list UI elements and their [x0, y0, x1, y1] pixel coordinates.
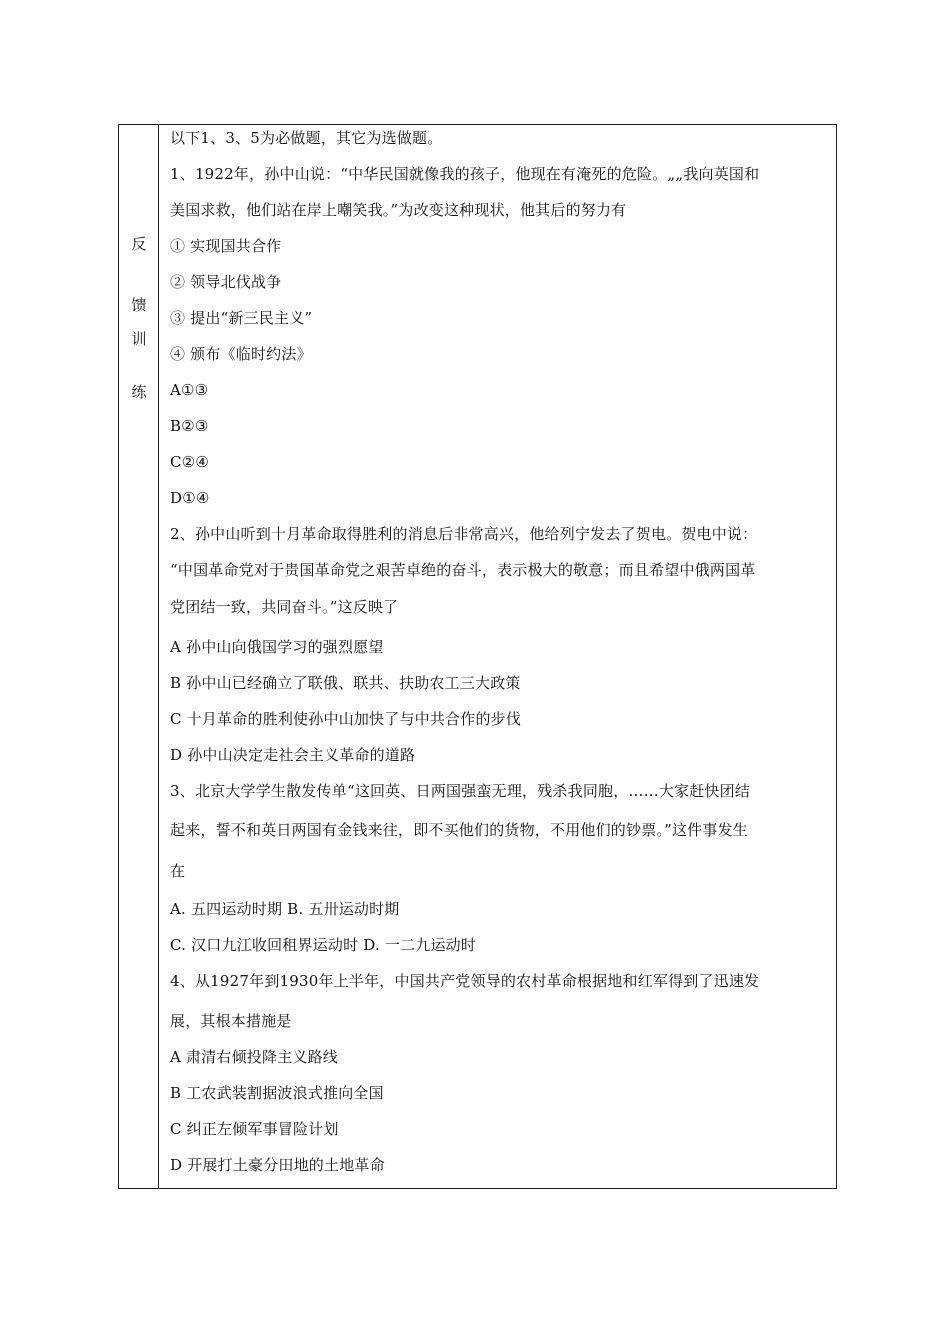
side-label-char: 反: [131, 235, 147, 253]
side-label-cell: [119, 125, 159, 1188]
feedback-training-table: [118, 124, 837, 1189]
question-2-option: B 孙中山已经确立了联俄、联共、扶助农工三大政策: [170, 674, 521, 692]
question-1-item: ① 实现国共合作: [170, 237, 282, 255]
question-3-stem: 起来，誓不和英日两国有金钱来往，即不买他们的货物，不用他们的钞票。”这件事发生: [170, 821, 748, 839]
question-3-stem: 在: [170, 862, 186, 880]
instruction-text: 以下1、3、5为必做题，其它为选做题。: [170, 129, 443, 147]
question-4-option: A 肃清右倾投降主义路线: [170, 1048, 339, 1066]
questions-cell: [160, 125, 836, 1188]
question-3-option: A. 五四运动时期 B. 五卅运动时期: [170, 900, 400, 918]
question-1-option: B②③: [170, 417, 209, 435]
question-2-stem: 党团结一致，共同奋斗。”这反映了: [170, 598, 399, 616]
question-2-stem: 2、孙中山听到十月革命取得胜利的消息后非常高兴，他给列宁发去了贺电。贺电中说：: [170, 525, 758, 543]
question-2-option: D 孙中山决定走社会主义革命的道路: [170, 746, 416, 764]
question-1-item: ③ 提出“新三民主义”: [170, 309, 313, 327]
question-2-option: C 十月革命的胜利使孙中山加快了与中共合作的步伐: [170, 710, 522, 728]
side-label-char: 训: [131, 330, 147, 348]
question-1-option: C②④: [170, 453, 209, 471]
question-4-option: D 开展打土豪分田地的土地革命: [170, 1156, 385, 1174]
question-1-item: ② 领导北伐战争: [170, 273, 282, 291]
question-1-stem: 1、1922年，孙中山说：“中华民国就像我的孩子，他现在有淹死的危险。„„我向英国和: [170, 165, 760, 183]
question-1-stem: 美国求救，他们站在岸上嘲笑我。”为改变这种现状，他其后的努力有: [170, 201, 627, 219]
question-1-item: ④ 颁布《临时约法》: [170, 345, 312, 363]
question-1-option: D①④: [170, 489, 210, 507]
question-3-stem: 3、北京大学学生散发传单“这回英、日两国强蛮无理，残杀我同胞，……大家赶快团结: [170, 782, 751, 800]
question-2-stem: “中国革命党对于贵国革命党之艰苦卓绝的奋斗，表示极大的敬意；而且希望中俄两国革: [170, 561, 756, 579]
question-4-stem: 4、从1927年到1930年上半年，中国共产党领导的农村革命根据地和红军得到了迅速发: [170, 972, 760, 990]
question-2-option: A 孙中山向俄国学习的强烈愿望: [170, 638, 384, 656]
question-4-option: B 工农武装割据波浪式推向全国: [170, 1084, 384, 1102]
question-4-option: C 纠正左倾军事冒险计划: [170, 1120, 339, 1138]
question-4-stem: 展，其根本措施是: [170, 1012, 292, 1030]
side-label-char: 练: [131, 383, 147, 401]
side-label-char: 馈: [131, 296, 147, 314]
question-1-option: A①③: [170, 381, 209, 399]
question-3-option: C. 汉口九江收回租界运动时 D. 一二九运动时: [170, 936, 477, 954]
